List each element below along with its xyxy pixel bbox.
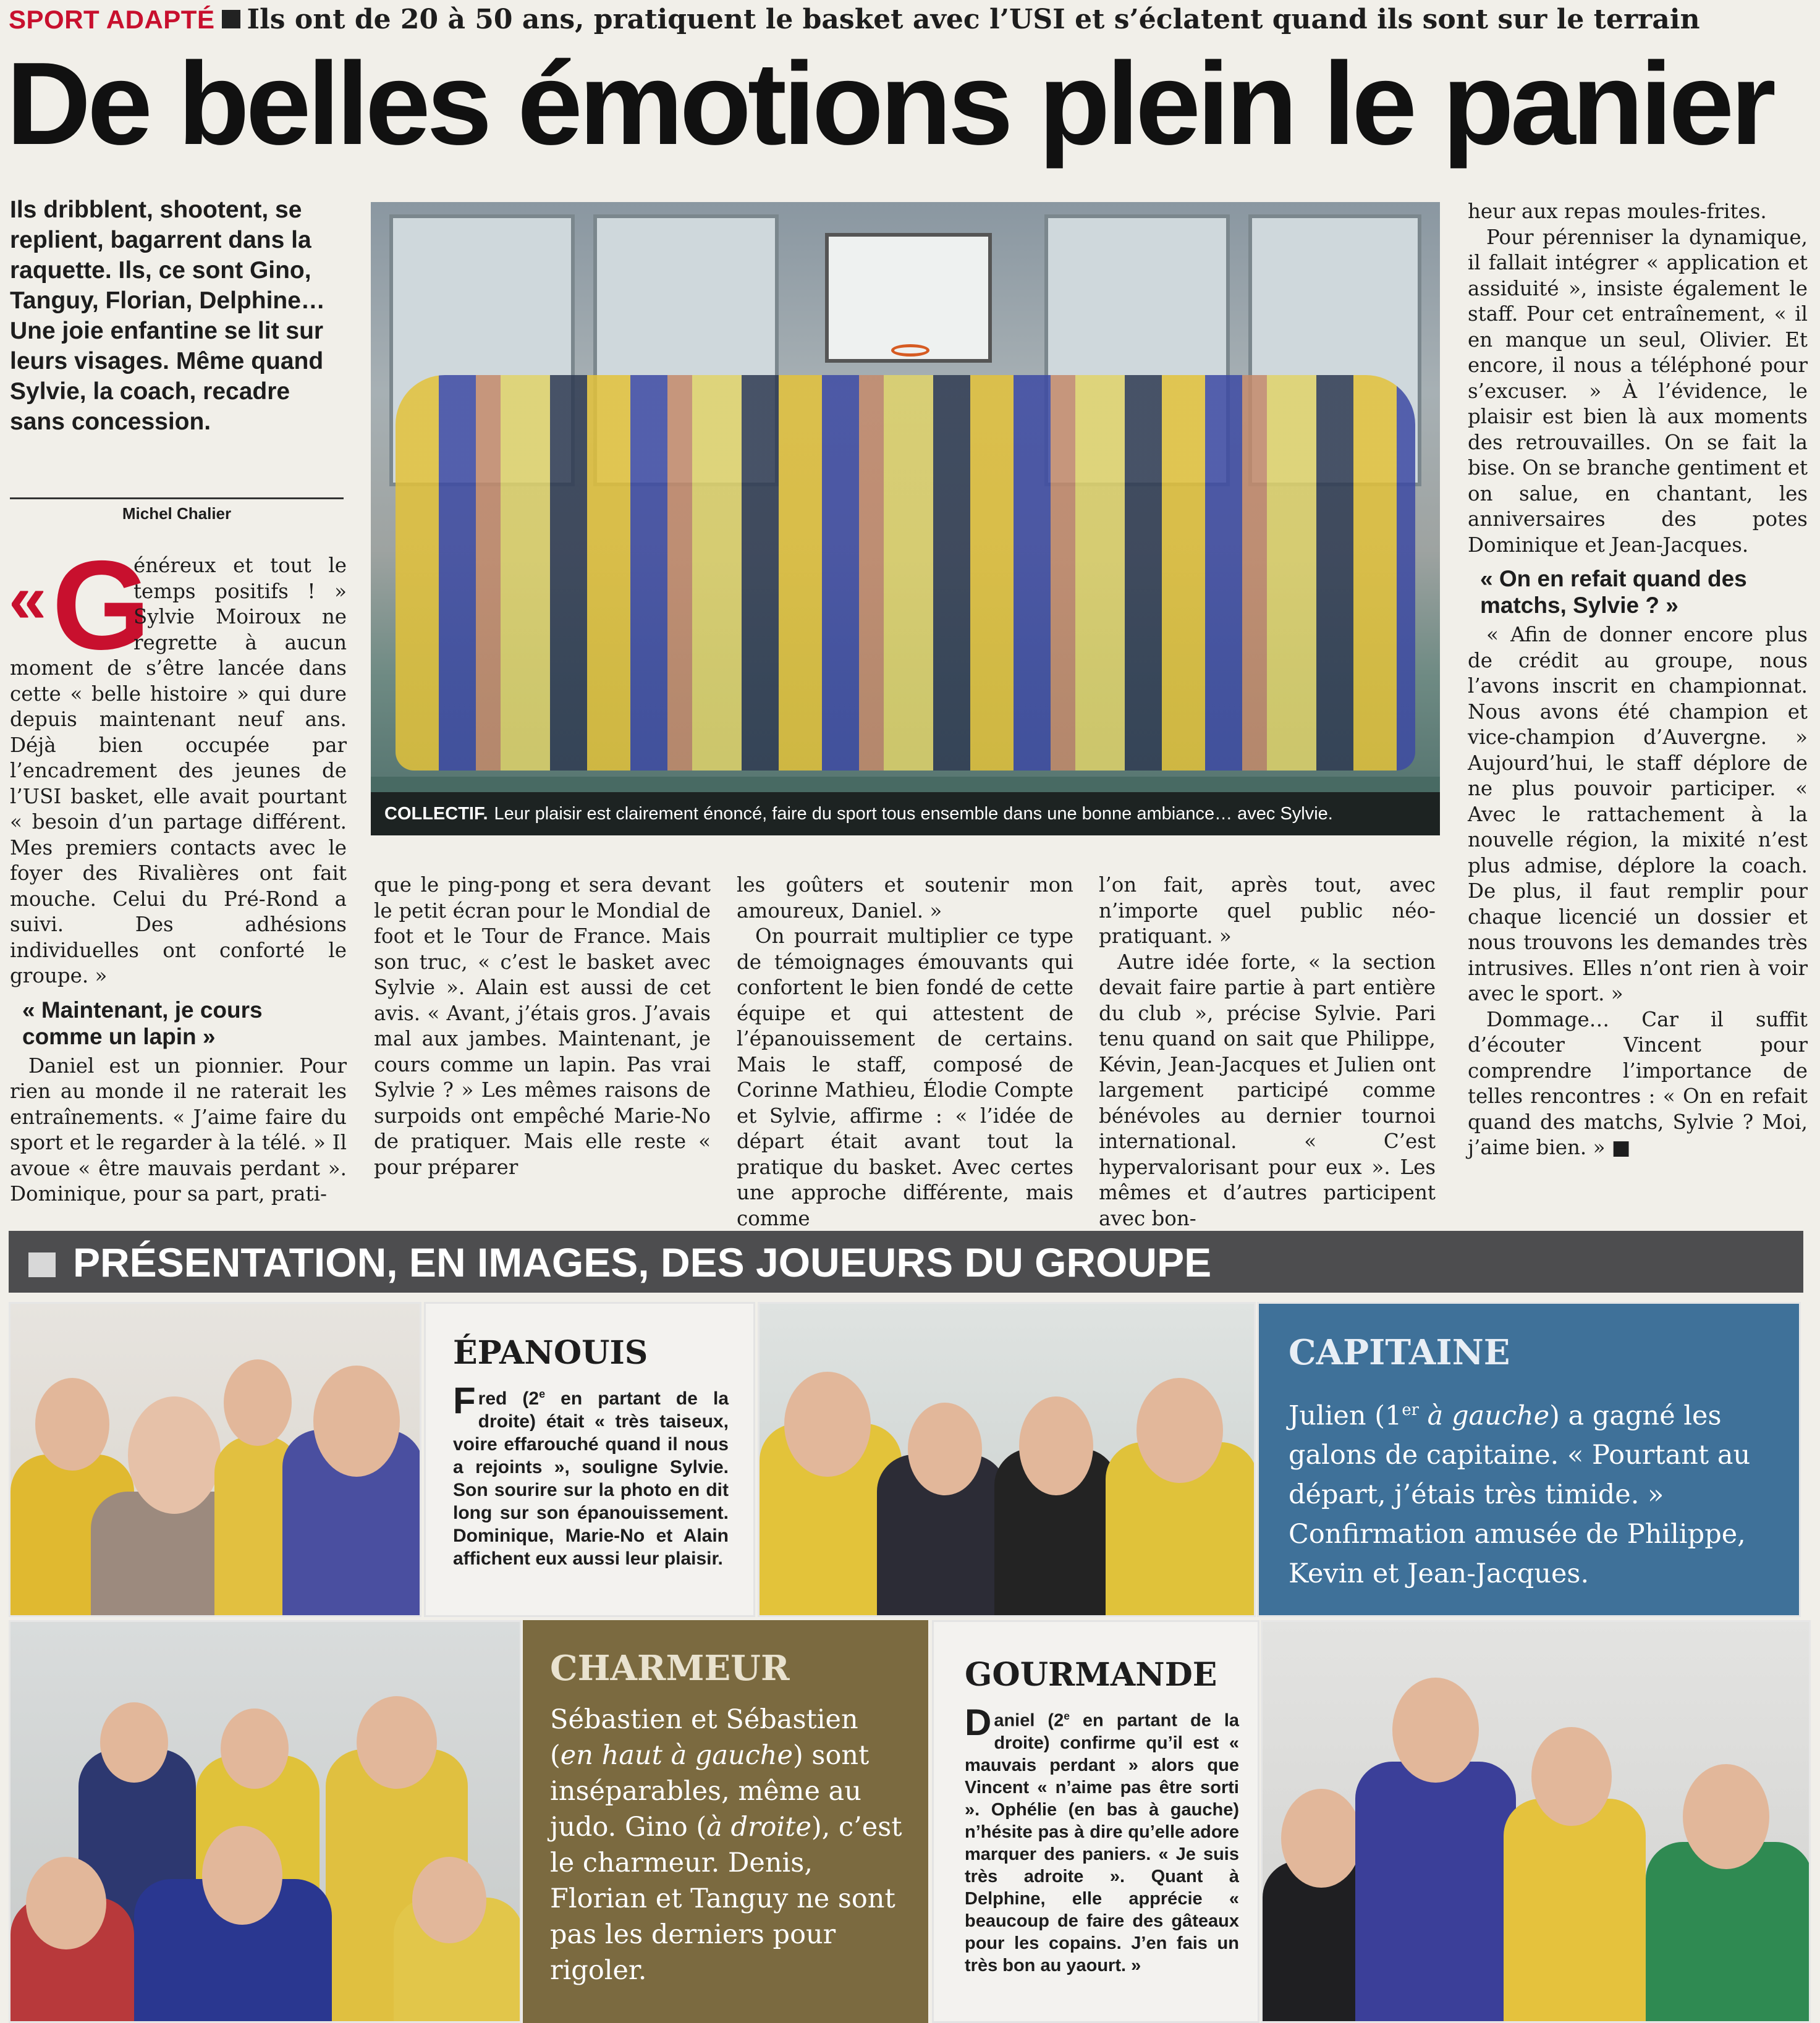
article-paragraph: Pour pérenniser la dynamique, il fallait intégrer « application et assiduité », insiste également le staff. Pour cet entraînement, « il en manque un seul, Olivier. Et encore, il nous a téléphoné pour s’excuser. » À l’évidence, le plaisir est bien là aux moments des retrouvailles. On se fait la bise. On se branche gentiment et on salue, en chantant, les anniversaires des potes Dominique et Jean-Jacques.	[1468, 225, 1808, 557]
caption-box-capitaine	[1257, 1302, 1801, 1617]
article-column-1	[10, 553, 347, 1207]
drop-cap-letter: G	[52, 534, 151, 676]
caption-box-charmeur	[523, 1620, 928, 2023]
headline: De belles émotions plein le panier	[6, 38, 1772, 169]
lead-paragraph: Ils dribblent, shootent, se replient, bagarrent dans la raquette. Ils, ce sont Gino, Tanguy, Florian, Delphine… Une joie enfantine se lit sur leurs visages. Même quand Sylvie, la coach, recadre sans concession.	[10, 196, 325, 435]
square-bullet-icon	[222, 10, 240, 28]
gallery-title: PRÉSENTATION, EN IMAGES, DES JOUEURS DU GROUPE	[73, 1240, 1212, 1285]
basketball-backboard	[825, 233, 992, 363]
kicker-text: Ils ont de 20 à 50 ans, pratiquent le basket avec l’USI et s’éclatent quand ils sont sur le terrain	[247, 4, 1700, 35]
basketball-hoop-icon	[891, 344, 929, 357]
team-photo	[371, 202, 1440, 835]
article-paragraph: les goûters et soutenir mon amoureux, Daniel. »	[737, 873, 1073, 923]
box-heading: CHARMEUR	[550, 1648, 790, 1689]
drop-cap-quote: «	[9, 561, 47, 637]
byline: Michel Chalier	[122, 504, 232, 523]
article-paragraph: « Afin de donner encore plus de crédit au groupe, nous l’avons inscrit en championnat. Nous avons été champion et vice-champion d’Auvergne. » Aujourd’hui, le staff déplore de ne plus pouvoir participer. « Avec le rattachement à la nouvelle région, la mixité n’est plus admise, déplore la coach. De plus, il faut remplir pour chaque licencié un dossier et nous trouvons les demandes très intrusives. Elles n’ont rien à voir avec le sport. »	[1468, 623, 1808, 1005]
caption-text: Leur plaisir est clairement énoncé, faire du sport tous ensemble dans une bonne ambiance… avec Sylvie.	[494, 804, 1333, 824]
photo-caption	[371, 792, 1440, 835]
caption-box-epanouis	[424, 1302, 755, 1617]
box-text: Julien (1er à gauche) a gagné les galons de capitaine. « Pourtant au départ, j’étais très timide. » Confirmation amusée de Philippe, Kevin et Jean-Jacques.	[1289, 1400, 1751, 1590]
rubric-label: SPORT ADAPTÉ	[9, 5, 215, 34]
article-column-5	[1468, 199, 1808, 1161]
box-heading: ÉPANOUIS	[453, 1334, 648, 1372]
box-heading: CAPITAINE	[1289, 1332, 1510, 1373]
box-text: Daniel (2e en partant de la droite) confirme qu’il est « mauvais perdant » alors que Vincent « n’aime pas être sorti ». Ophélie (en bas à gauche) n’hésite pas à dire qu’elle adore marquer des paniers. « Je suis très adroite ». Quant à Delphine, elle apprécie « beaucoup de faire des gâteaux pour les copains. J’en fais un très bon au yaourt. »	[965, 1702, 1240, 1975]
article-paragraph: On pourrait multiplier ce type de témoignages émouvants qui confortent le bien fondé de cette équipe et qui attestent de l’épanouissement de certains. Mais le staff, composé de Corinne Mathieu, Élodie Compte et Sylvie, affirme : « l’idée de départ était avant tout la pratique du basket. Avec certes une approche différente, mais comme	[737, 924, 1073, 1230]
article-paragraph: Autre idée forte, « la section devait faire partie à part entière du club », précise Sylvie. Pari tenu quand on sait que Philippe, Kévin, Jean-Jacques et Julien ont largement participé comme bénévoles au dernier tournoi international. « C’est hypervalorisant pour eux ». Les mêmes et d’autres participent avec bon-	[1099, 950, 1436, 1230]
square-bullet-icon	[28, 1252, 56, 1277]
players-group	[396, 375, 1415, 771]
article-column-3	[737, 872, 1073, 1231]
gallery-photo-charmeur	[9, 1620, 522, 2023]
caption-box-gourmande	[932, 1620, 1259, 2023]
article-paragraph: Daniel est un pionnier. Pour rien au monde il ne raterait les entraînements. « J’aime faire du sport et le regarder à la télé. » Il avoue « être mauvais perdant ». Dominique, pour sa part, prati-	[10, 1054, 347, 1206]
gallery-photo-gourmande	[1261, 1620, 1811, 2023]
kicker-line	[9, 4, 1819, 41]
article-paragraph: heur aux repas moules-frites.	[1468, 200, 1767, 223]
article-column-4	[1099, 872, 1436, 1231]
article-paragraph: que le ping-pong et sera devant le petit écran pour le Mondial de foot et le Tour de France. Mais son truc, « c’est le basket avec Sylvie ». Alain est aussi de cet avis. « Avant, j’étais gros. J’avais mal aux jambes. Maintenant, je cours comme un lapin. Pas vrai Sylvie ? » Les mêmes raisons de surpoids ont empêché Marie-No de pratiquer. Mais elle reste « pour préparer	[374, 873, 711, 1179]
article-column-2	[374, 872, 711, 1180]
gallery-photo-capitaine	[758, 1302, 1256, 1617]
article-paragraph: l’on fait, après tout, avec n’importe quel public néo-pratiquant. »	[1099, 873, 1436, 948]
gallery-photo-epanouis	[9, 1302, 421, 1617]
article-subheading: « On en refait quand des matchs, Sylvie ? »	[1480, 566, 1747, 618]
lead-divider	[10, 497, 344, 499]
article-paragraph: Dommage… Car il suffit d’écouter Vincent pour comprendre l’importance de telles rencontres : « On en refait quand des matchs, Sylvie ? Moi, j’aime bien. » ■	[1468, 1007, 1808, 1159]
article-paragraph: énéreux et tout le temps positifs ! » Sylvie Moiroux ne regrette à aucun moment de s’être lancée dans cette « belle histoire » qui dure depuis maintenant neuf ans. Déjà bien occupée par l’encadrement des jeunes de l’USI basket, elle avait pourtant « besoin d’un partage différent. Mes premiers contacts avec le foyer des Rivalières ont fait mouche. Celui du Pré-Rond a suivi. Des adhésions individuelles ont conforté le groupe. »	[10, 554, 347, 987]
caption-label: COLLECTIF.	[384, 804, 488, 824]
box-heading: GOURMANDE	[965, 1656, 1217, 1694]
article-subheading: « Maintenant, je cours comme un lapin »	[22, 997, 263, 1049]
box-text: Sébastien et Sébastien (en haut à gauche) sont inséparables, même au judo. Gino (à droite), c’est le charmeur. Denis, Florian et Tanguy ne sont pas les derniers pour rigoler.	[550, 1704, 902, 1986]
box-text: Fred (2e en partant de la droite) était « très taiseux, voire effarouché quand il nous a rejoints », souligne Sylvie. Son sourire sur la photo en dit long sur son épanouissement. Dominique, Marie-No et Alain affichent eux aussi leur plaisir.	[453, 1380, 729, 1569]
